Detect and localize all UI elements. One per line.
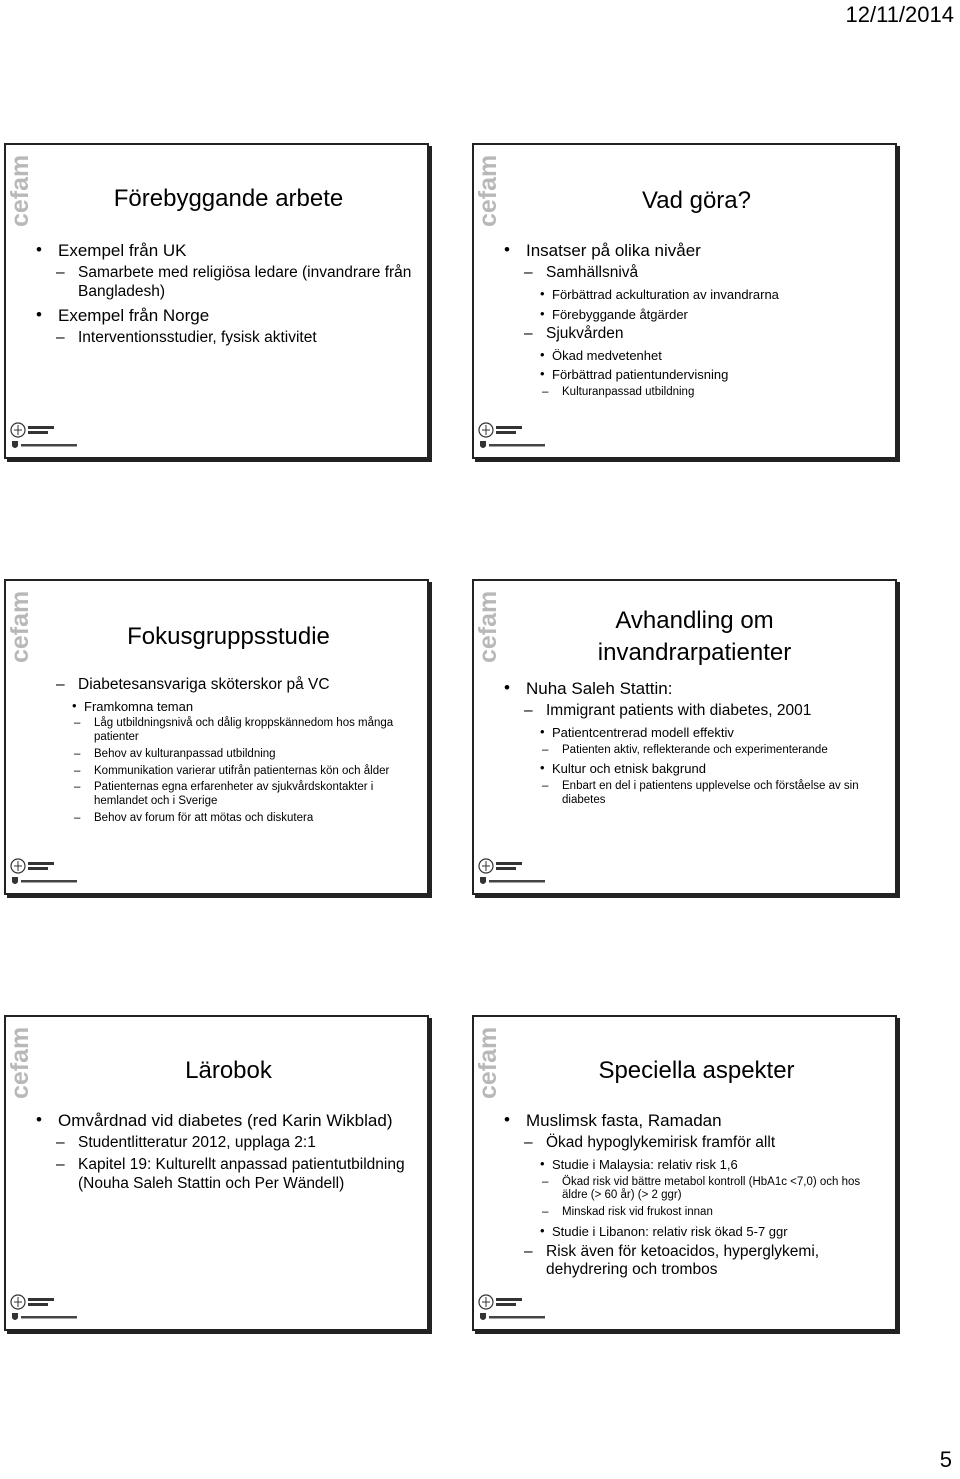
cefam-logo xyxy=(6,1021,34,1101)
svg-text:cefam: cefam xyxy=(474,590,502,663)
karolinska-logo xyxy=(478,421,528,439)
slide-body xyxy=(504,1107,887,1280)
bullet-level-2: – Studentlitteratur 2012, upplaga 2:1 xyxy=(36,1134,419,1153)
bullet-level-4: – Patienternas egna erfarenheter av sjukvårdskontakter i hemlandet och i Sverige xyxy=(36,781,419,809)
sll-logo xyxy=(10,1311,90,1323)
karolinska-logo xyxy=(10,421,60,439)
bullet-level-1: • Insatser på olika nivåer xyxy=(504,241,887,261)
bullet-level-4: – Kulturanpassad utbildning xyxy=(504,386,887,400)
cefam-logo xyxy=(474,1021,502,1101)
cefam-logo xyxy=(474,585,502,665)
bullet-level-4: – Låg utbildningsnivå och dålig kroppskännedom hos många patienter xyxy=(36,717,419,745)
cefam-logo xyxy=(6,585,34,665)
cefam-logo xyxy=(6,149,34,229)
bullet-level-2: – Kapitel 19: Kulturellt anpassad patientutbildning (Nouha Saleh Stattin och Per Wändell) xyxy=(36,1156,419,1193)
slide-speciella-aspekter xyxy=(472,1015,897,1331)
sll-logo xyxy=(478,1311,558,1323)
karolinska-logo xyxy=(478,857,528,875)
sll-logo xyxy=(10,439,90,451)
bullet-level-3: • Framkomna teman xyxy=(36,699,419,715)
karolinska-logo xyxy=(10,857,60,875)
bullet-level-1: • Nuha Saleh Stattin: xyxy=(504,679,887,699)
karolinska-logo xyxy=(478,1293,528,1311)
slide-title: Lärobok xyxy=(185,1057,272,1084)
slide-avhandling xyxy=(472,579,897,895)
slide-body xyxy=(504,675,887,808)
slide-body xyxy=(36,1107,419,1193)
svg-text:cefam: cefam xyxy=(6,590,34,663)
print-date: 12/11/2014 xyxy=(845,2,954,27)
bullet-level-3: • Patientcentrerad modell effektiv xyxy=(504,725,887,741)
svg-text:cefam: cefam xyxy=(6,154,34,227)
sll-logo xyxy=(478,875,558,887)
slide-title: Fokusgruppsstudie xyxy=(127,623,330,650)
bullet-level-2: – Samhällsnivå xyxy=(504,264,887,283)
bullet-level-1: • Muslimsk fasta, Ramadan xyxy=(504,1111,887,1131)
cefam-logo xyxy=(474,149,502,229)
karolinska-logo xyxy=(10,1293,60,1311)
institution-logos xyxy=(478,421,558,453)
bullet-level-3: • Förebyggande åtgärder xyxy=(504,307,887,323)
slide-title: Speciella aspekter xyxy=(598,1057,795,1084)
slide-fokusgruppsstudie xyxy=(4,579,429,895)
bullet-level-2: – Diabetesansvariga sköterskor på VC xyxy=(36,676,419,695)
bullet-level-4: – Enbart en del i patientens upplevelse och förståelse av sin diabetes xyxy=(504,780,887,808)
bullet-level-1: • Exempel från Norge xyxy=(36,306,419,326)
slide-body xyxy=(504,237,887,400)
bullet-level-2: – Immigrant patients with diabetes, 2001 xyxy=(504,702,887,721)
bullet-level-1: • Exempel från UK xyxy=(36,241,419,261)
bullet-level-3: • Förbättrad patientundervisning xyxy=(504,367,887,383)
bullet-level-2: – Sjukvården xyxy=(504,325,887,344)
slide-forebyggande-arbete xyxy=(4,143,429,459)
sll-logo xyxy=(478,439,558,451)
svg-text:cefam: cefam xyxy=(474,1026,502,1099)
svg-text:cefam: cefam xyxy=(6,1026,34,1099)
institution-logos xyxy=(10,1293,90,1325)
bullet-level-3: • Förbättrad ackulturation av invandrarna xyxy=(504,287,887,303)
slide-vad-gora xyxy=(472,143,897,459)
svg-text:cefam: cefam xyxy=(474,154,502,227)
slide-larobok xyxy=(4,1015,429,1331)
bullet-level-2: – Ökad hypoglykemirisk framför allt xyxy=(504,1134,887,1153)
bullet-level-1: • Omvårdnad vid diabetes (red Karin Wikblad) xyxy=(36,1111,419,1131)
slide-title: Förebyggande arbete xyxy=(113,185,344,212)
bullet-level-3: • Studie i Malaysia: relativ risk 1,6 xyxy=(504,1157,887,1173)
bullet-level-3: • Studie i Libanon: relativ risk ökad 5-7 ggr xyxy=(504,1224,887,1240)
sll-logo xyxy=(10,875,90,887)
institution-logos xyxy=(478,857,558,889)
slide-title: Avhandling om invandrarpatienter xyxy=(597,607,792,666)
bullet-level-4: – Minskad risk vid frukost innan xyxy=(504,1206,887,1220)
institution-logos xyxy=(10,857,90,889)
institution-logos xyxy=(10,421,90,453)
bullet-level-3: • Ökad medvetenhet xyxy=(504,348,887,364)
bullet-level-2: – Risk även för ketoacidos, hyperglykemi, dehydrering och trombos xyxy=(504,1243,887,1280)
slide-body xyxy=(36,237,419,348)
bullet-level-2: – Interventionsstudier, fysisk aktivitet xyxy=(36,329,419,348)
page-number: 5 xyxy=(939,1447,952,1472)
bullet-level-4: – Behov av forum för att mötas och diskutera xyxy=(36,812,419,826)
bullet-level-2: – Samarbete med religiösa ledare (invandrare från Bangladesh) xyxy=(36,264,419,301)
institution-logos xyxy=(478,1293,558,1325)
bullet-level-4: – Kommunikation varierar utifrån patienternas kön och ålder xyxy=(36,765,419,779)
bullet-level-4: – Behov av kulturanpassad utbildning xyxy=(36,748,419,762)
bullet-level-3: • Kultur och etnisk bakgrund xyxy=(504,761,887,777)
slide-body xyxy=(36,673,419,826)
bullet-level-4: – Patienten aktiv, reflekterande och experimenterande xyxy=(504,744,887,758)
slide-title: Vad göra? xyxy=(642,187,751,214)
bullet-level-4: – Ökad risk vid bättre metabol kontroll (HbA1c <7,0) och hos äldre (> 60 år) (> 2 ggr) xyxy=(504,1176,887,1204)
